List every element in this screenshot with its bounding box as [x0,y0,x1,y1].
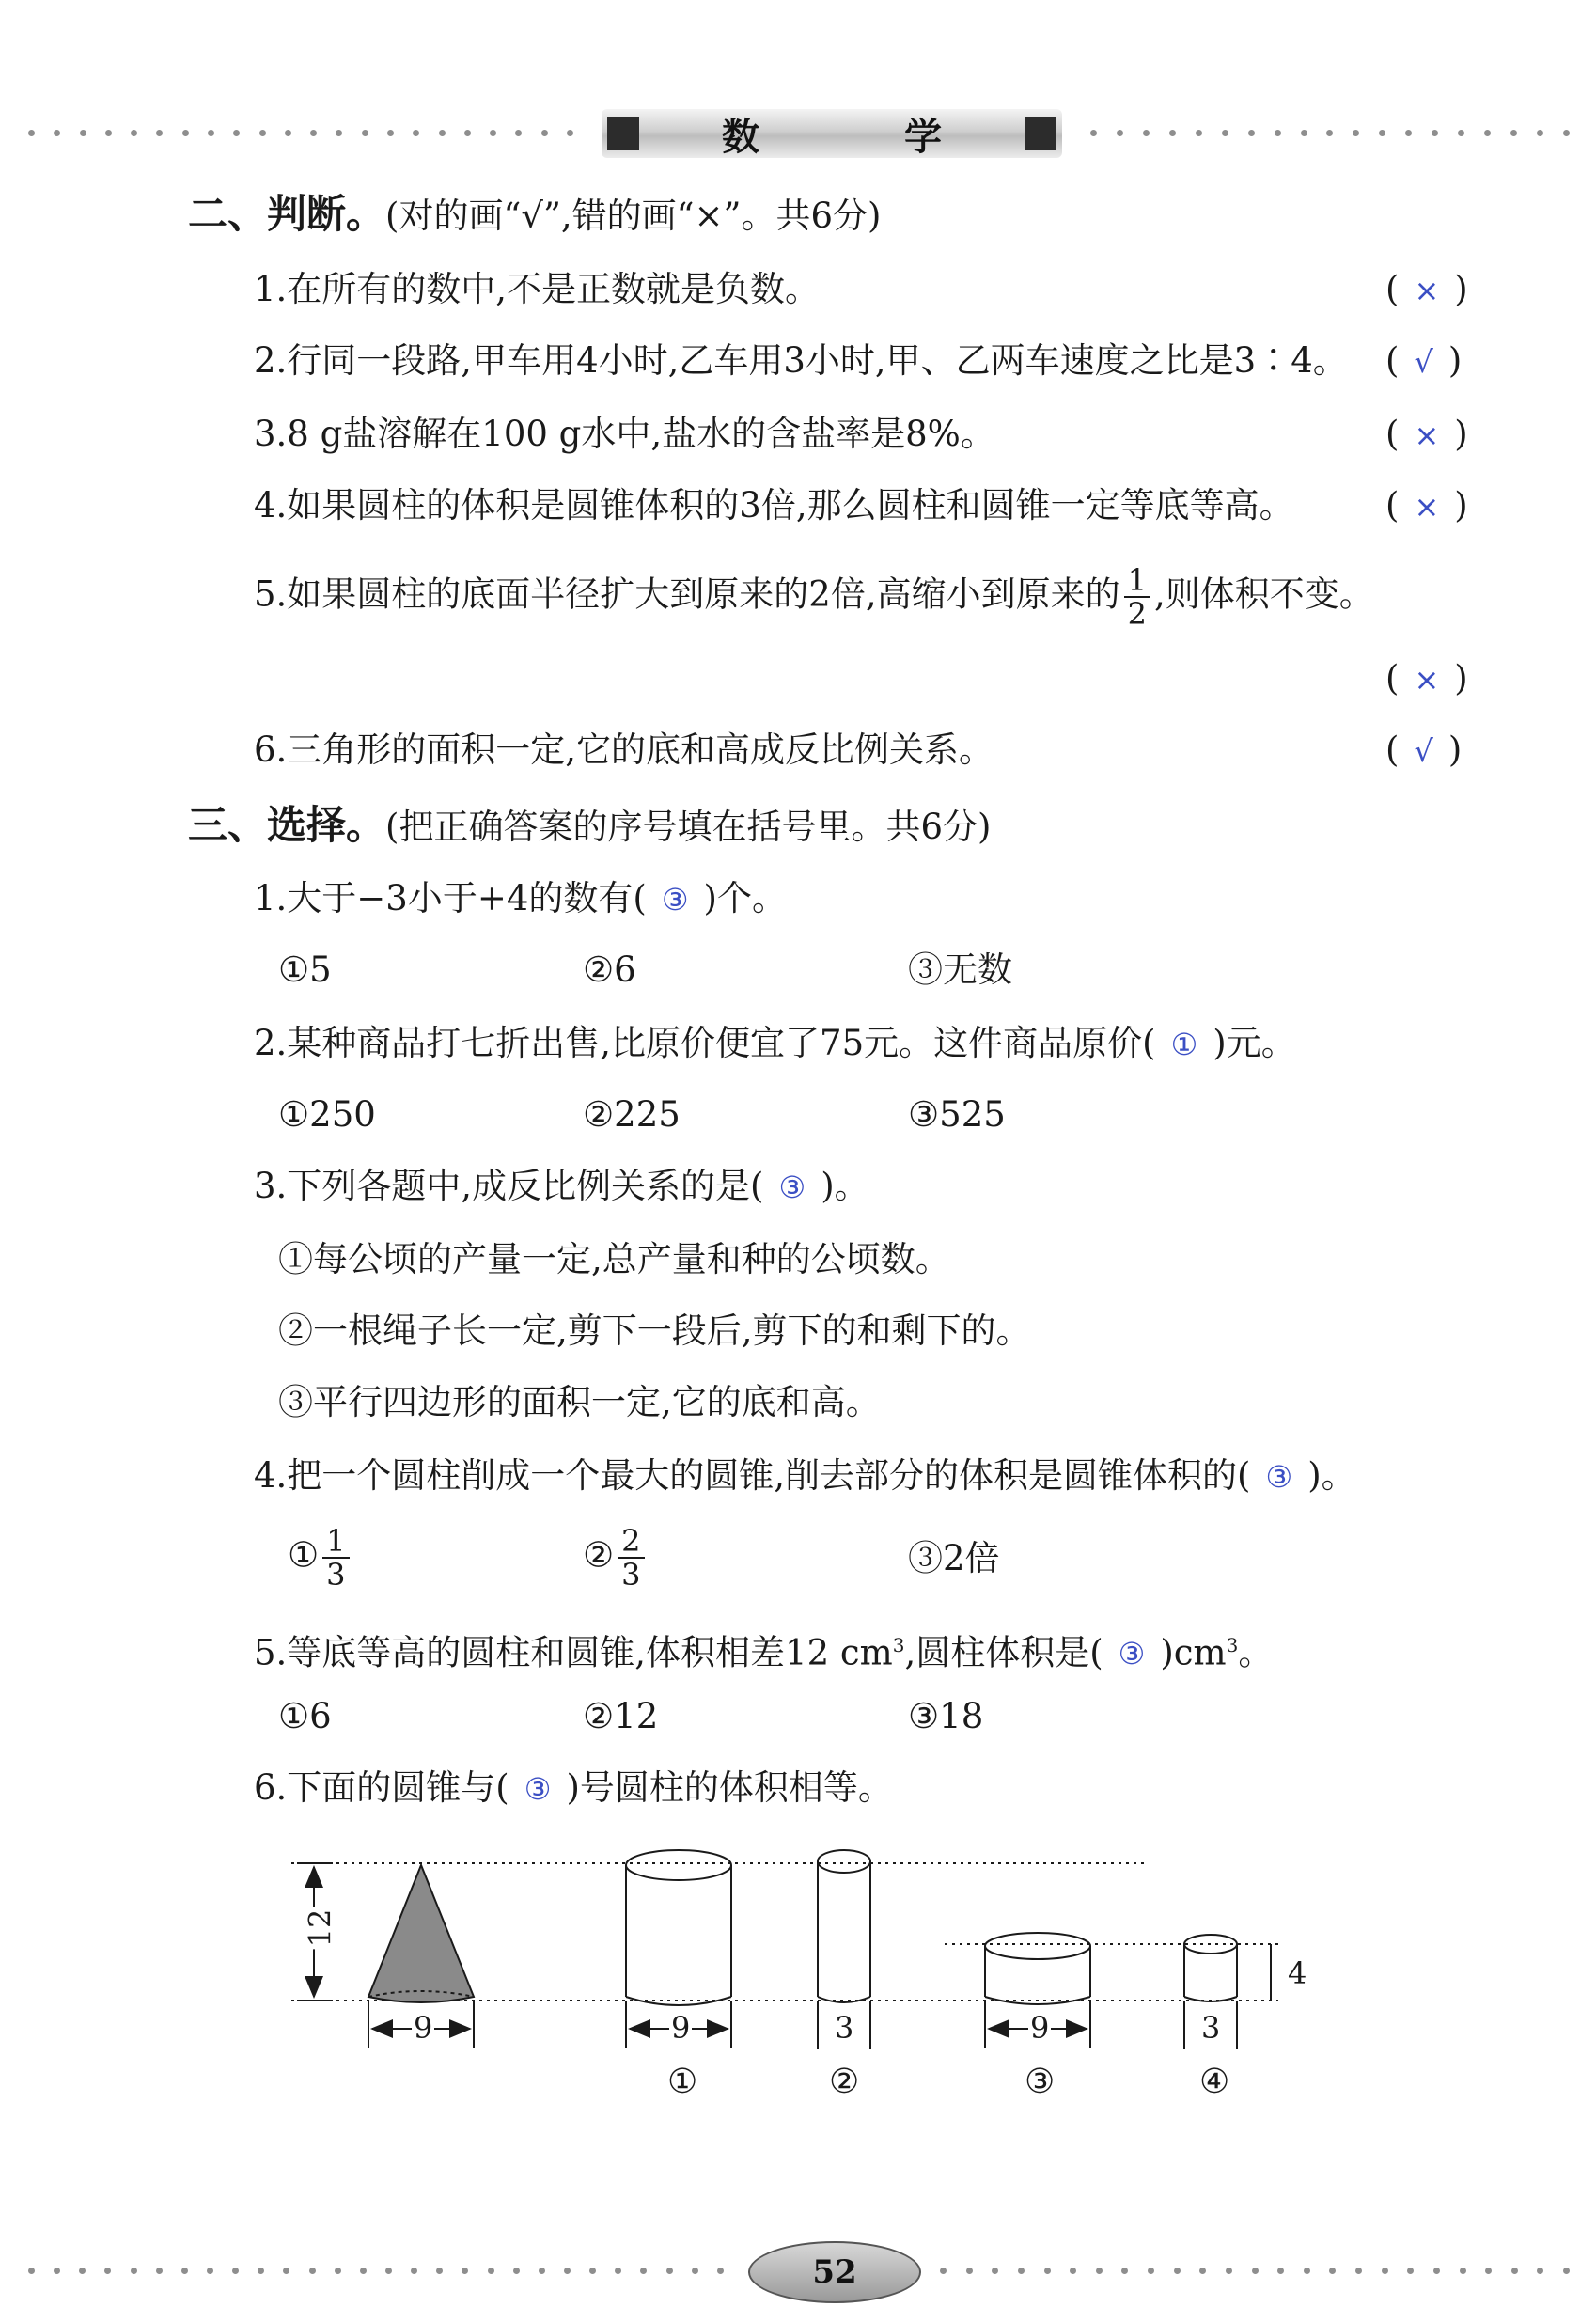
choice-q2-option-2: ②225 [583,1094,681,1135]
cylinder-3-base-label: 9 [1030,2010,1050,2046]
section2-note: (对的画“√”,错的画“×”。共6分) [385,196,882,236]
choice-q1-option-2: ②6 [583,949,636,990]
choice-q1-option-3: ③无数 [908,949,1012,990]
choice-q5-option-3: ③18 [908,1696,984,1736]
page-number: 52 [812,2253,857,2291]
cylinder-2-bottom [818,1997,870,2002]
fraction-numerator: 2 [618,1525,644,1559]
footer-dots-left [28,2266,724,2275]
cylinder-1-base-label: 9 [671,2010,691,2046]
judge-item-6: 6.三角形的面积一定,它的底和高成反比例关系。 [254,730,994,770]
section3-note: (把正确答案的序号填在括号里。共6分) [385,807,992,847]
choice-q4-after: )。 [1307,1455,1356,1496]
cone-side [368,1865,474,2002]
judge-answer-6: ( √ ) [1385,730,1463,770]
judge-mark-4: × [1414,489,1440,525]
choice-q2-after: )元。 [1213,1023,1296,1063]
section2-title: 二、判断。 [188,191,386,237]
judge-item-2: 2.行同一段路,甲车用4小时,乙车用3小时,甲、乙两车速度之比是3∶4。 [254,340,1348,381]
choice-q5-end: 。 [1238,1632,1274,1673]
header-title: 数 学 [722,114,1008,159]
fraction-denominator: 2 [1127,596,1147,632]
cone-height-label: 12 [302,1908,338,1948]
choice-q4-before: 4.把一个圆柱削成一个最大的圆锥,削去部分的体积是圆锥体积的( [254,1455,1251,1496]
choice-q3-before: 3.下列各题中,成反比例关系的是( [254,1166,764,1206]
judge-answer-3: ( × ) [1385,414,1468,454]
cylinder-3-number: ③ [1025,2063,1056,2101]
choice-q5-before: 5.等底等高的圆柱和圆锥,体积相差12 cm [254,1632,893,1673]
cylinder-2-top [818,1850,870,1873]
choice-q6-after: )号圆柱的体积相等。 [566,1767,893,1808]
choice-q5-mid: ,圆柱体积是( [904,1632,1103,1673]
choice-q5-answer: ③ [1118,1636,1146,1672]
footer-dots-right [940,2266,1570,2275]
fraction-numerator: 1 [322,1525,349,1559]
judge-mark-3: × [1414,417,1440,453]
choice-q3-answer: ③ [778,1169,806,1205]
choice-q3-option-1: ①每公顷的产量一定,总产量和种的公顷数。 [278,1239,950,1279]
page-number-badge [748,2241,921,2303]
choice-q4-answer: ③ [1265,1459,1293,1495]
choice-q5-sup2: 3 [1226,1634,1239,1656]
choice-q2-option-1: ①250 [278,1094,376,1135]
cylinder-1-top [626,1850,731,1880]
choice-q1-option-1: ①5 [278,949,332,990]
choice-q4-option-3: ③2倍 [908,1538,1000,1578]
cylinder-4-bottom [1184,1997,1237,2001]
fraction-denominator: 3 [621,1557,641,1593]
judge-item-1: 1.在所有的数中,不是正数就是负数。 [254,269,821,309]
cone-base-label: 9 [414,2010,433,2046]
judge-mark-1: × [1414,273,1440,308]
choice-q3-after: )。 [821,1166,869,1206]
choice-q2-answer: ① [1170,1027,1198,1062]
judge-answer-5: ( × ) [1385,658,1468,698]
choice-q2-before: 2.某种商品打七折出售,比原价便宜了75元。这件商品原价( [254,1023,1156,1063]
choice-q5-sup1: 3 [892,1634,905,1656]
option-2-mark: ② [583,1534,615,1576]
cylinder-3-top [985,1933,1090,1959]
short-height-label: 4 [1288,1955,1307,1991]
judge-answer-1: ( × ) [1385,269,1468,309]
option-1-mark: ① [288,1534,320,1576]
choice-q1-answer: ③ [661,882,689,918]
judge-item-3: 3.8 g盐溶解在100 g水中,盐水的含盐率是8%。 [254,414,995,454]
cylinder-4-base-label: 3 [1201,2010,1221,2046]
section3-title: 三、选择。 [188,802,386,848]
judge-mark-2: √ [1414,344,1433,380]
judge-item-4: 4.如果圆柱的体积是圆锥体积的3倍,那么圆柱和圆锥一定等底等高。 [254,485,1294,526]
choice-q2-option-3: ③525 [908,1094,1006,1135]
choice-q1-after: )个。 [703,878,787,918]
choice-q5-option-1: ①6 [278,1696,332,1736]
judge-mark-5: × [1414,662,1440,698]
choice-q6-answer: ③ [524,1771,552,1807]
fraction-denominator: 3 [326,1557,346,1593]
cylinder-2-base-label: 3 [835,2010,854,2046]
choice-q5-option-2: ②12 [583,1696,659,1736]
fraction-numerator: 1 [1124,564,1150,598]
judge-mark-6: √ [1414,733,1433,769]
choice-q6-before: 6.下面的圆锥与( [254,1767,509,1808]
judge-item-5-after: ,则体积不变。 [1153,573,1374,615]
judge-item-5-before: 5.如果圆柱的底面半径扩大到原来的2倍,高缩小到原来的 [254,573,1120,615]
choice-q3-option-2: ②一根绳子长一定,剪下一段后,剪下的和剩下的。 [278,1310,1031,1351]
judge-answer-4: ( × ) [1385,485,1468,526]
judge-answer-2: ( √ ) [1385,340,1463,381]
cylinder-1-bottom [626,1997,731,2005]
cylinder-2-number: ② [829,2063,860,2101]
cylinder-4-number: ④ [1199,2063,1230,2101]
choice-q3-option-3: ③平行四边形的面积一定,它的底和高。 [278,1382,881,1422]
choice-q5-after: )cm [1160,1632,1227,1673]
choice-q1-before: 1.大于−3小于+4的数有( [254,878,647,918]
cylinder-1-number: ① [667,2063,698,2101]
